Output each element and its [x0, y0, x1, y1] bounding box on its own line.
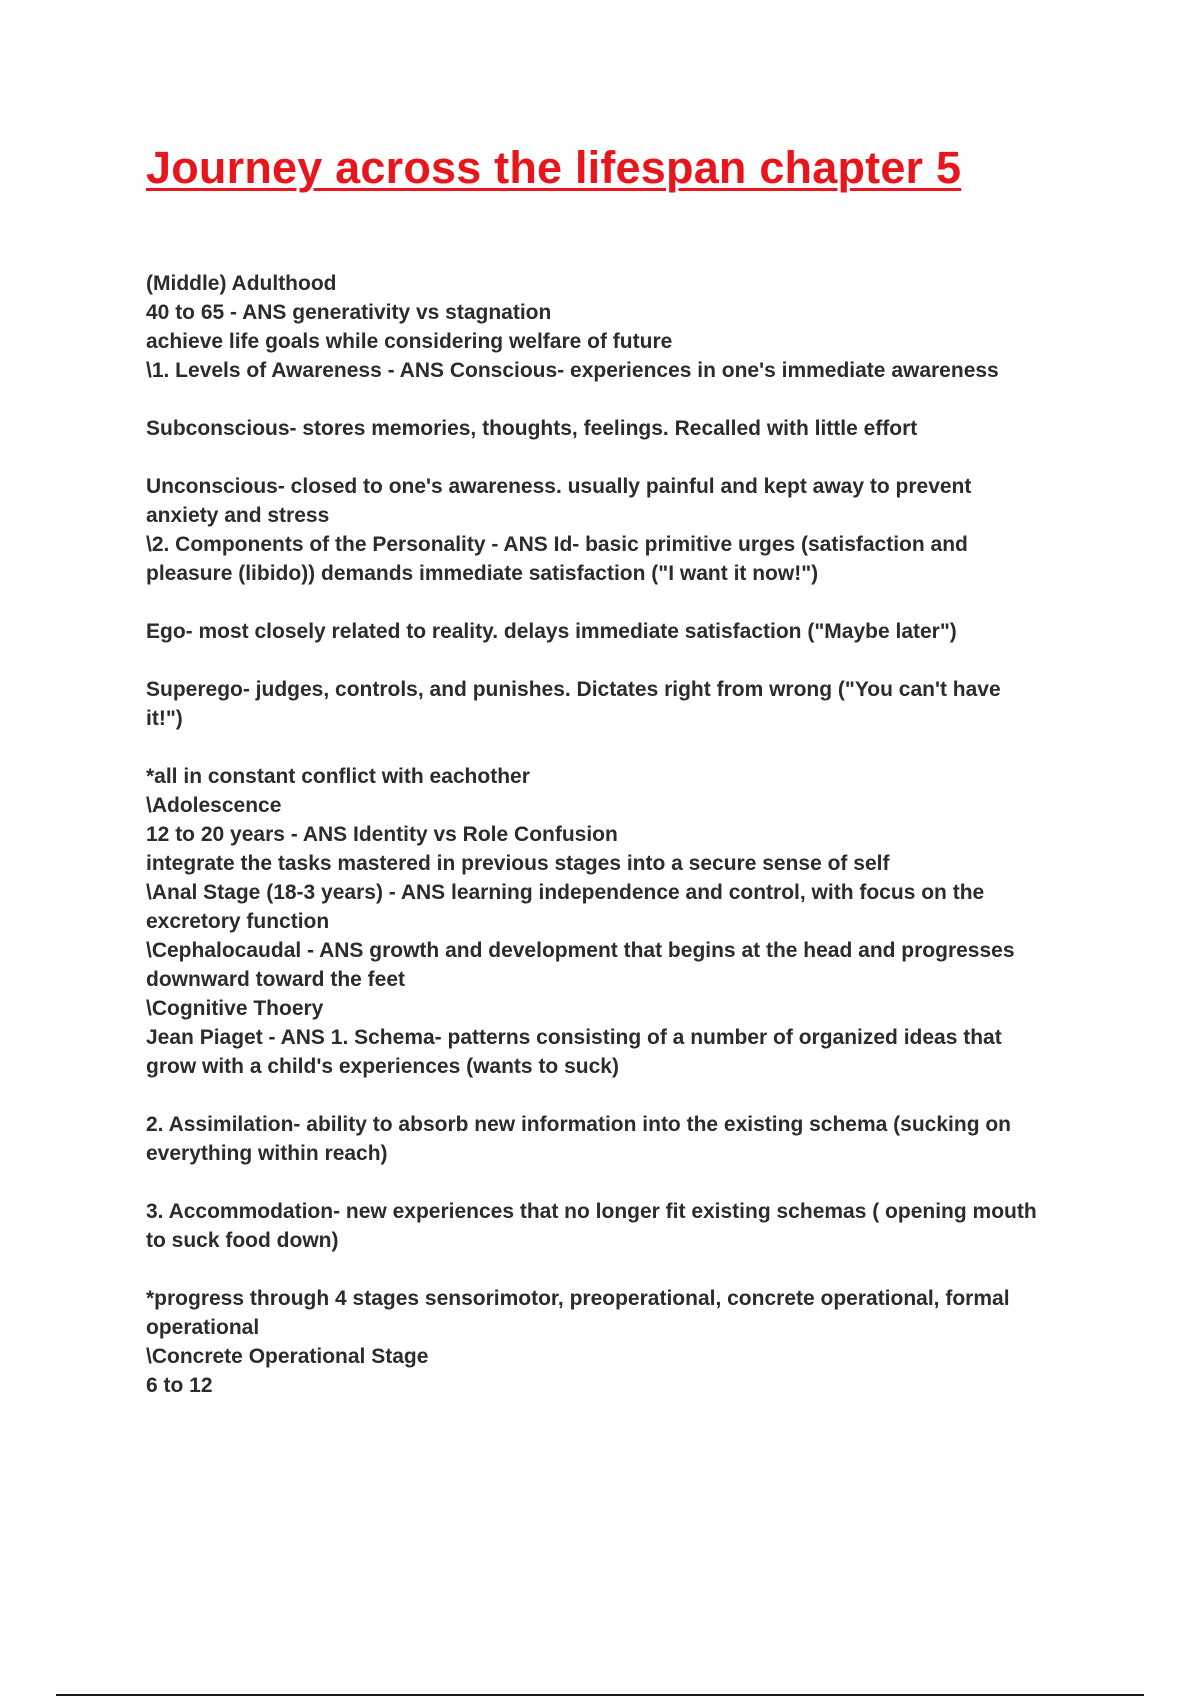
text-line: \Concrete Operational Stage [146, 1345, 429, 1368]
text-line: Jean Piaget - ANS 1. Schema- patterns consisting of a number of organized ideas that [146, 1026, 1002, 1049]
text-line: operational [146, 1316, 260, 1339]
text-line: anxiety and stress [146, 504, 330, 527]
text-line: \2. Components of the Personality - ANS Id- basic primitive urges (satisfaction and [146, 533, 968, 556]
document-title: Journey across the lifespan chapter 5 [146, 142, 962, 193]
text-line: *progress through 4 stages sensorimotor, preoperational, concrete operational, formal [146, 1287, 1010, 1310]
paragraph-gap [146, 588, 1106, 617]
text-line: Subconscious- stores memories, thoughts, feelings. Recalled with little effort [146, 417, 918, 440]
text-line: excretory function [146, 910, 330, 933]
text-line: 40 to 65 - ANS generativity vs stagnation [146, 301, 552, 324]
paragraph-gap [146, 443, 1106, 472]
text-line: *all in constant conflict with eachother [146, 765, 530, 788]
text-line: downward toward the feet [146, 968, 406, 991]
text-line: \Anal Stage (18-3 years) - ANS learning independence and control, with focus on the [146, 881, 985, 904]
text-line: grow with a child's experiences (wants to suck) [146, 1055, 619, 1078]
text-line: \Cognitive Thoery [146, 997, 324, 1020]
text-line: Ego- most closely related to reality. delays immediate satisfaction ("Maybe later") [146, 620, 957, 643]
document-body [146, 269, 1106, 1400]
text-line: 12 to 20 years - ANS Identity vs Role Confusion [146, 823, 618, 846]
text-line: it!") [146, 707, 183, 730]
text-line: 3. Accommodation- new experiences that no longer fit existing schemas ( opening mouth [146, 1200, 1037, 1223]
text-line: \Cephalocaudal - ANS growth and development that begins at the head and progresses [146, 939, 1015, 962]
paragraph-gap [146, 385, 1106, 414]
text-line: 2. Assimilation- ability to absorb new information into the existing schema (sucking on [146, 1113, 1012, 1136]
paragraph-gap [146, 1255, 1106, 1284]
paragraph-gap [146, 1081, 1106, 1110]
text-line: 6 to 12 [146, 1374, 213, 1397]
text-line: Superego- judges, controls, and punishes. Dictates right from wrong ("You can't have [146, 678, 1001, 701]
paragraph-gap [146, 646, 1106, 675]
text-line: everything within reach) [146, 1142, 388, 1165]
text-line: \1. Levels of Awareness - ANS Conscious- experiences in one's immediate awareness [146, 359, 999, 382]
paragraph-gap [146, 1168, 1106, 1197]
text-line: (Middle) Adulthood [146, 272, 337, 295]
text-line: \Adolescence [146, 794, 282, 817]
text-line: Unconscious- closed to one's awareness. usually painful and kept away to prevent [146, 475, 972, 498]
text-line: integrate the tasks mastered in previous stages into a secure sense of self [146, 852, 890, 875]
text-line: pleasure (libido)) demands immediate satisfaction ("I want it now!") [146, 562, 819, 585]
text-line: to suck food down) [146, 1229, 339, 1252]
text-line: achieve life goals while considering welfare of future [146, 330, 673, 353]
paragraph-gap [146, 733, 1106, 762]
page-bottom-rule [56, 1694, 1144, 1696]
